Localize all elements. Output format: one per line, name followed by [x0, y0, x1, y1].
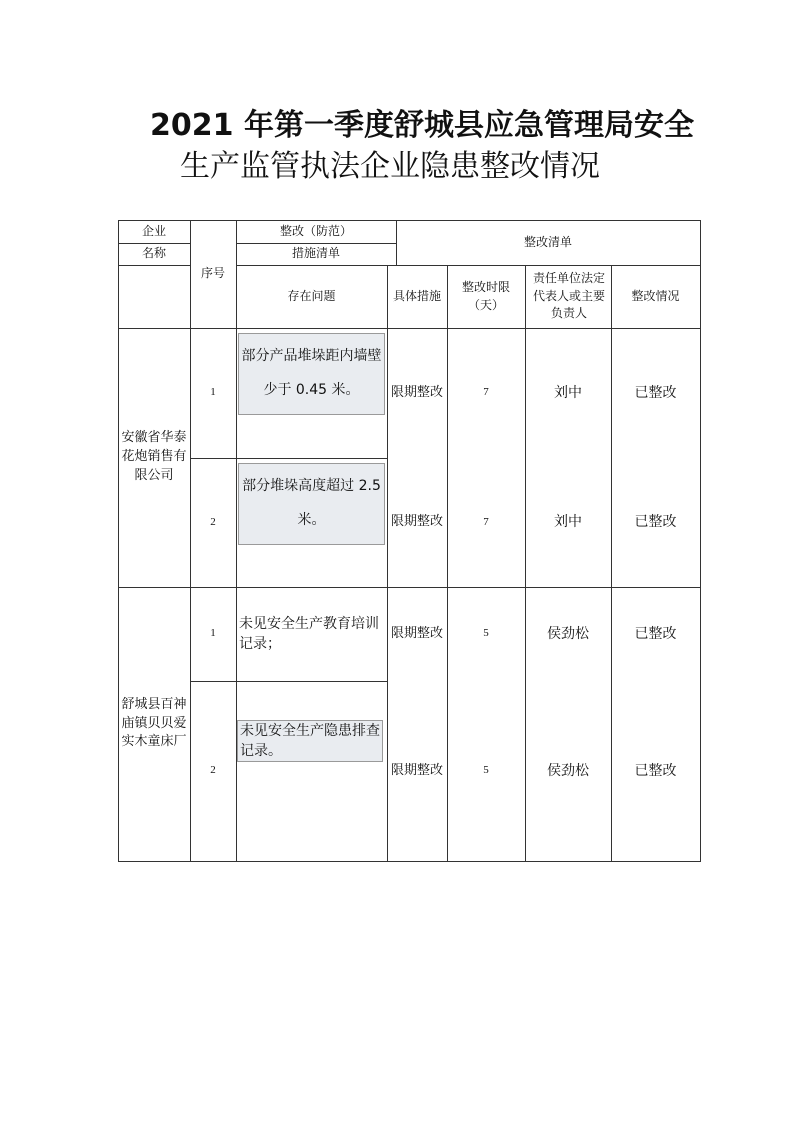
header-specific-measures: 具体措施 — [392, 288, 441, 303]
problem-text: 未见安全生产教育培训记录； — [239, 616, 379, 653]
header-status: 整改情况 — [631, 288, 680, 303]
row-seq: 1 — [210, 627, 216, 640]
document-title-line2: 生产监管执法企业隐患整改情况 — [180, 149, 600, 184]
days-value: 7 — [483, 386, 489, 399]
status-value: 已整改 — [634, 762, 677, 779]
header-enterprise-line1: 企业 — [141, 223, 166, 238]
row-seq: 1 — [210, 386, 216, 399]
header-seq: 序号 — [200, 266, 225, 281]
header-problem: 存在问题 — [287, 288, 336, 303]
status-value: 已整改 — [634, 625, 677, 642]
measure-text: 限期整改 — [390, 384, 443, 400]
days-value: 5 — [483, 764, 489, 777]
header-rectify-list: 整改清单 — [523, 234, 572, 249]
problem-text: 未见安全生产隐患排查记录。 — [237, 720, 383, 762]
days-value: 7 — [483, 515, 489, 528]
header-enterprise-line2: 名称 — [141, 246, 166, 261]
responsible-person: 侯劲松 — [547, 762, 589, 779]
status-value: 已整改 — [634, 384, 677, 401]
header-responsible: 责任单位法定代表人或主要负责人 — [532, 271, 605, 321]
problem-text: 部分产品堆垛距内墙壁少于 0.45 米。 — [238, 333, 385, 415]
measure-text: 限期整改 — [390, 625, 443, 641]
problem-text: 部分堆垛高度超过 2.5 米。 — [238, 463, 385, 545]
document-title-line1: 2021 年第一季度舒城县应急管理局安全 — [150, 108, 694, 143]
days-value: 5 — [483, 627, 489, 640]
header-measures-list: 措施清单 — [291, 246, 340, 261]
header-rectify-prevent: 整改（防范） — [279, 223, 352, 238]
measure-text: 限期整改 — [390, 514, 443, 530]
row-seq: 2 — [210, 764, 216, 777]
company-name: 舒城县百神庙镇贝贝爱实木童床厂 — [121, 696, 187, 750]
header-time-limit: 整改时限（天） — [461, 280, 510, 312]
measure-text: 限期整改 — [390, 762, 443, 778]
company-name: 安徽省华泰花炮销售有限公司 — [121, 430, 187, 483]
responsible-person: 侯劲松 — [547, 625, 589, 642]
responsible-person: 刘中 — [554, 514, 582, 531]
status-value: 已整改 — [634, 514, 677, 531]
row-seq: 2 — [210, 515, 216, 528]
responsible-person: 刘中 — [554, 384, 582, 401]
